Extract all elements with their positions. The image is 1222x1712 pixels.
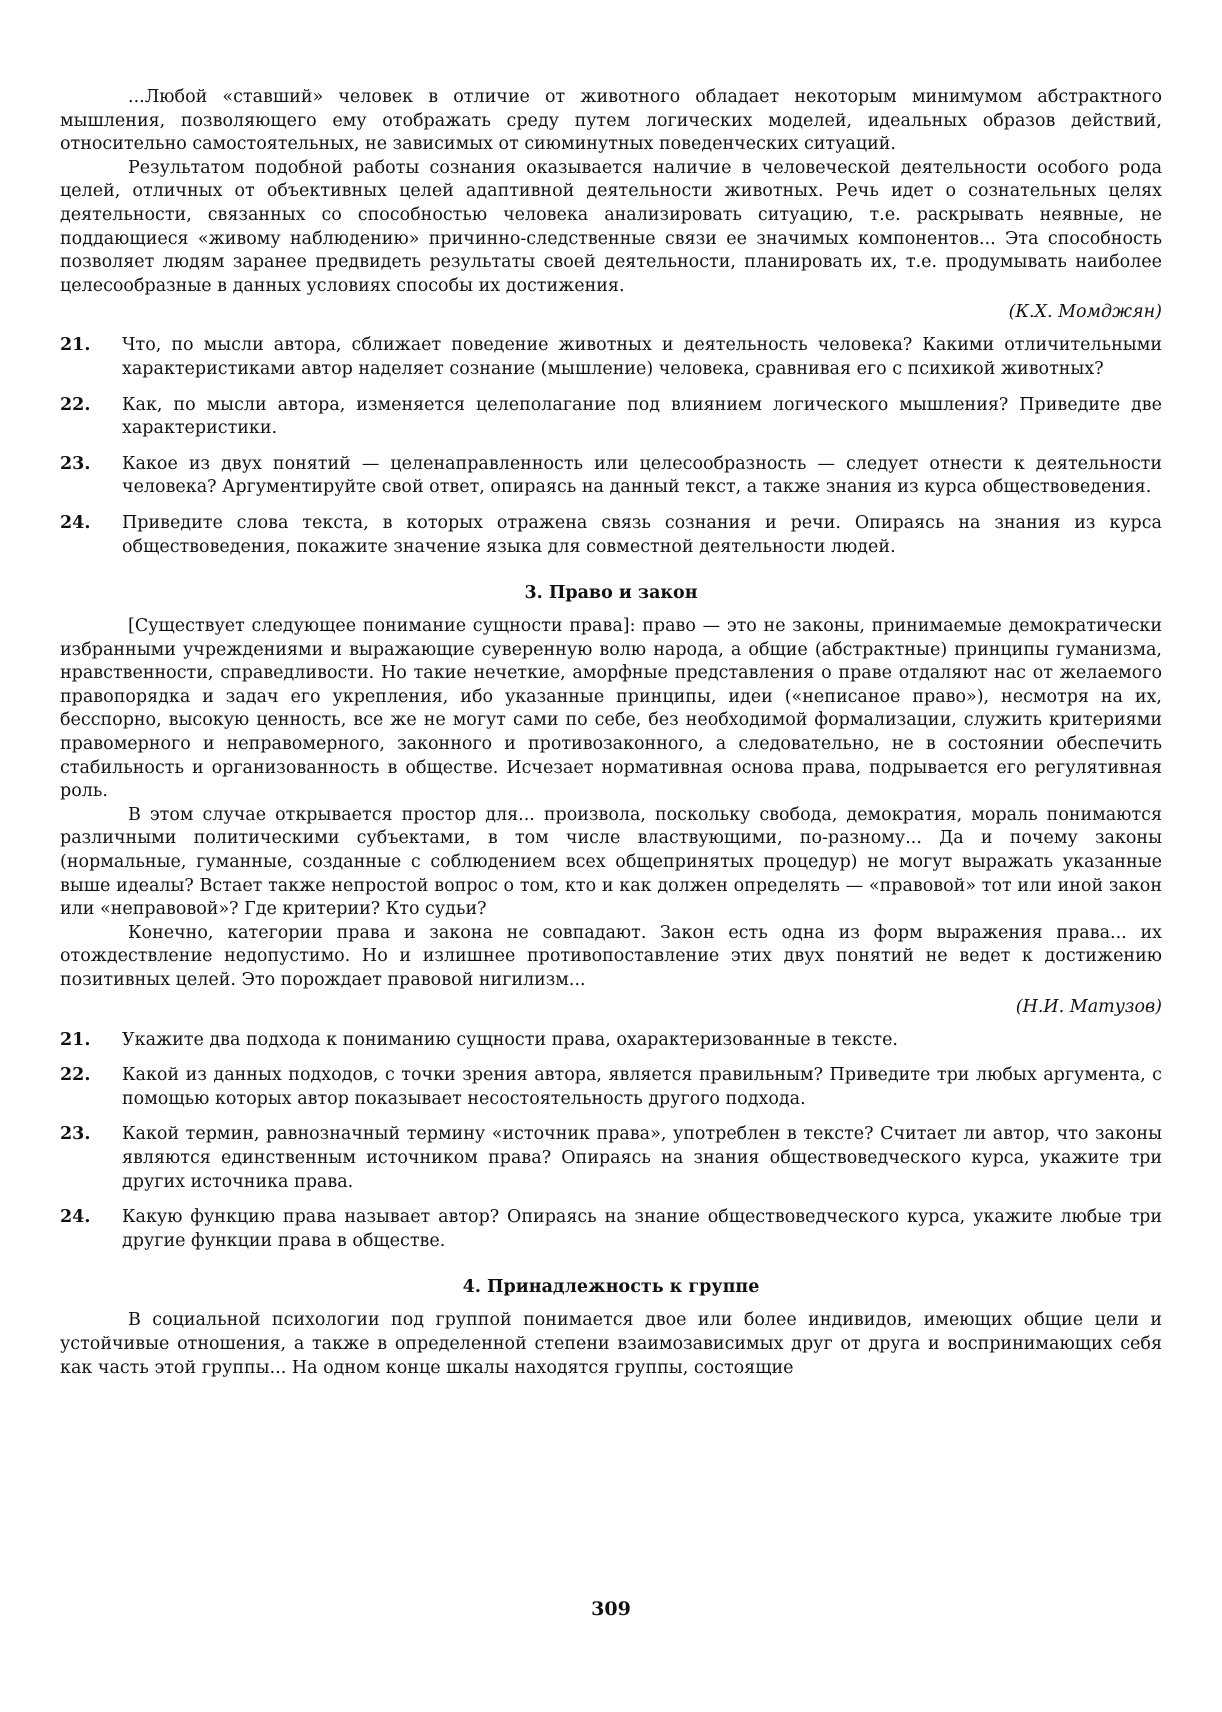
question-number: 21.: [60, 335, 91, 356]
question-number: 21.: [60, 1029, 91, 1050]
question-item: [60, 453, 1162, 500]
text-section-3: [60, 581, 1162, 1253]
question-number: 23.: [60, 453, 91, 474]
question-number: 24.: [60, 1207, 91, 1228]
question-item: [60, 1029, 1162, 1053]
question-item: [60, 1064, 1162, 1111]
text-section-4: [60, 1275, 1162, 1380]
question-list: [60, 1029, 1162, 1254]
text-section-2: [60, 86, 1162, 559]
page-number: 309: [591, 1598, 631, 1620]
question-text: Что, по мысли автора, сближает поведение животных и деятельность человека? Какими отличительными характеристиками автор наделяет сознание (мышление) человека, сравнивая его с психикой животных?: [122, 335, 1162, 379]
question-item: [60, 334, 1162, 381]
question-number: 22.: [60, 394, 91, 415]
question-number: 24.: [60, 512, 91, 533]
question-text: Приведите слова текста, в которых отражена связь сознания и речи. Опираясь на знания из курса обществоведения, покажите значение языка для совместной деятельности людей.: [122, 512, 1162, 557]
paragraph: Результатом подобной работы сознания оказывается наличие в человеческой деятельности особого рода целей, отличных от объективных целей адаптивной деятельности животных. Речь идет о сознательных целях деятельности, связанных со способностью человека анализировать ситуацию, т.е. раскрывать неявные, не поддающиеся «живому наблюдению» причинно-следственные связи ее значимых компонентов... Эта способность позволяет людям заранее предвидеть результаты своей деятельности, планировать их, т.е. продумывать наиболее целесообразные в данных условиях способы их достижения.: [60, 157, 1162, 296]
question-number: 23.: [60, 1124, 91, 1145]
question-text: Какое из двух понятий — целенаправленность или целесообразность — следует отнести к деятельности человека? Аргументируйте свой ответ, опираясь на данный текст, а также знания из курса обществоведения.: [122, 453, 1162, 498]
author-attribution: (К.Х. Момджян): [1008, 302, 1162, 323]
question-number: 22.: [60, 1065, 91, 1086]
question-text: Какой из данных подходов, с точки зрения автора, является правильным? Приведите три любых аргумента, с помощью которых автор показывает несостоятельность другого подхода.: [122, 1065, 1162, 1109]
question-text: Какой термин, равнозначный термину «источник права», употреблен в тексте? Считает ли автор, что законы являются единственным источником права? Опираясь на знания обществоведческого курса, укажите три других источника права.: [122, 1124, 1162, 1192]
question-item: [60, 1206, 1162, 1253]
question-list: [60, 334, 1162, 559]
question-text: Укажите два подхода к пониманию сущности права, охарактеризованные в тексте.: [122, 1029, 898, 1050]
paragraph: ...Любой «ставший» человек в отличие от животного обладает некоторым минимумом абстрактного мышления, позволяющего ему отображать среду путем логических моделей, идеальных образов действий, относительно самостоятельных, не зависимых от сиюминутных поведенческих ситуаций.: [60, 87, 1162, 155]
paragraph: [Существует следующее понимание сущности права]: право — это не законы, принимаемые демократически избранными учреждениями и выражающие суверенную волю народа, а общие (абстрактные) принципы гуманизма, нравственности, справедливости. Но такие нечеткие, аморфные представления о праве отдаляют нас от желаемого правопорядка и задач его укрепления, ибо указанные принципы, идеи («неписаное право»), несмотря на их, бесспорно, высокую ценность, все же не могут сами по себе, без необходимой формализации, служить критериями правомерного и неправомерного, законного и противозаконного, а следовательно, не в состоянии обеспечить стабильность и организованность в обществе. Исчезает нормативная основа права, подрывается его регулятивная роль.: [60, 616, 1162, 802]
question-text: Какую функцию права называет автор? Опираясь на знание обществоведческого курса, укажите любые три другие функции права в обществе.: [122, 1207, 1162, 1251]
paragraph: В этом случае открывается простор для... произвола, поскольку свобода, демократия, мораль понимаются различными политическими субъектами, в том числе властвующими, по-разному... Да и почему законы (нормальные, гуманные, созданные с соблюдением всех общепринятых процедур) не могут выражать указанные выше идеалы? Встает также непростой вопрос о том, кто и как должен определять — «правовой» тот или иной закон или «неправовой»? Где критерии? Кто судьи?: [60, 804, 1162, 920]
question-item: [60, 1123, 1162, 1194]
question-item: [60, 512, 1162, 559]
question-text: Как, по мысли автора, изменяется целеполагание под влиянием логического мышления? Приведите две характеристики.: [122, 394, 1162, 439]
section-heading: 4. Принадлежность к группе: [462, 1277, 760, 1298]
question-item: [60, 394, 1162, 441]
paragraph: В социальной психологии под группой понимается двое или более индивидов, имеющих общие цели и устойчивые отношения, а также в определенной степени взаимозависимых друг от друга и воспринимающих себя как часть этой группы... На одном конце шкалы находятся группы, состоящие: [60, 1310, 1162, 1378]
paragraph: Конечно, категории права и закона не совпадают. Закон есть одна из форм выражения права... их отождествление недопустимо. Но и излишнее противопоставление этих двух понятий не ведет к достижению позитивных целей. Это порождает правовой нигилизм...: [60, 922, 1162, 990]
section-heading: 3. Право и закон: [524, 583, 698, 604]
page-content: [60, 86, 1162, 1380]
author-attribution: (Н.И. Матузов): [1015, 996, 1162, 1017]
